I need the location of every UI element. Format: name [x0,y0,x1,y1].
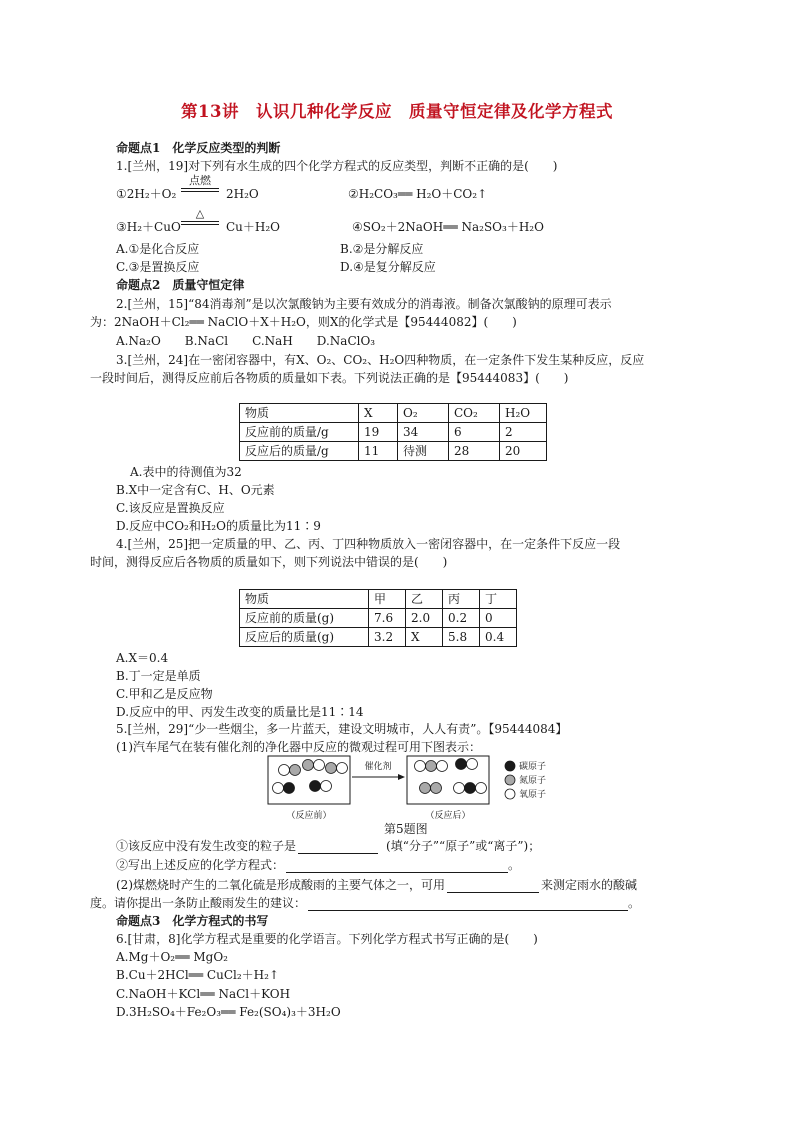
q5-part2-end: 。 [628,896,641,910]
q5-sub1 [116,838,540,854]
q5-sub2-text: ②写出上述反应的化学方程式： [116,858,285,872]
reaction-arrow [352,774,405,780]
q4-option-d: D.反应中的甲、丙发生改变的质量比是11∶14 [116,705,364,719]
after-particles [415,759,487,794]
answer-blank[interactable] [308,897,628,911]
table-row [240,628,517,647]
q5-part2-line1 [116,877,637,893]
q5-sub1-text: ①该反应中没有发生改变的粒子是 [116,839,297,853]
q6-option-c: C.NaOH＋KCl══ NaCl＋KOH [116,987,291,1001]
q5-sub2-end: 。 [508,858,521,872]
q1-option-d: D.④是复分解反应 [340,260,436,274]
q1-stem: 1.[兰州，19]对下列有水生成的四个化学方程式的反应类型，判断不正确的是( ) [116,159,558,173]
q6-stem: 6.[甘肃，8]化学方程式是重要的化学语言。下列化学方程式书写正确的是( ) [116,932,538,946]
table-cell: 0.2 [443,609,480,628]
q5-part2-line2 [90,895,640,911]
table-cell: 物质 [240,404,359,423]
q4-mass-table [239,589,517,647]
table-cell: 物质 [240,590,369,609]
q3-line2: 一段时间后，测得反应前后各物质的质量如下表。下列说法正确的是【95444083】( ) [90,371,569,385]
after-label: （反应后） [425,811,471,821]
q3-option-d: D.反应中CO₂和H₂O的质量比为11∶9 [116,519,321,533]
q1-option-c: C.③是置换反应 [116,260,200,274]
table-cell: X [406,628,443,647]
before-particles [273,760,348,794]
legend [505,761,515,799]
q5-sub2 [116,857,520,873]
answer-blank[interactable] [298,840,378,854]
q5-sub1-hint: (填“分子”“原子”或“离子”)； [386,839,541,853]
q2-line1: 2.[兰州，15]“84消毒剂”是以次氯酸钠为主要有效成分的消毒液。制备次氯酸钠的原理可表示 [116,297,612,311]
table-cell: H₂O [500,404,547,423]
q2-line2: 为：2NaOH＋Cl₂══ NaClO＋X＋H₂O，则X的化学式是【95444082】( ) [90,315,517,329]
table-cell: 乙 [406,590,443,609]
q4-option-c: C.甲和乙是反应物 [116,687,213,701]
q5-stem: 5.[兰州，29]“少一些烟尘，多一片蓝天，建设文明城市，人人有责”。【95444084】 [116,722,568,736]
table-cell: 甲 [369,590,406,609]
q1-eq3-left: ③H₂＋CuO [116,220,181,234]
q1-option-b: B.②是分解反应 [340,242,424,256]
q4-line1: 4.[兰州，25]把一定质量的甲、乙、丙、丁四种物质放入一密闭容器中，在一定条件下反应一段 [116,537,621,551]
condition-label: △ [195,207,205,220]
answer-blank[interactable] [447,879,539,893]
section-heading-3: 命题点3 化学方程式的书写 [116,914,269,928]
table-row [240,590,517,609]
table-row [240,609,517,628]
q3-option-b: B.X中一定含有C、H、O元素 [116,483,275,497]
table-cell: 28 [449,442,500,461]
legend-carbon-label: 碳原子 [519,762,547,772]
table-cell: 0.4 [480,628,517,647]
table-row [240,423,547,442]
q3-option-a: A.表中的待测值为32 [130,465,242,479]
table-cell: O₂ [398,404,449,423]
q2-options: A.Na₂O B.NaCl C.NaH D.NaClO₃ [116,334,376,348]
table-cell: 11 [359,442,398,461]
table-cell: 0 [480,609,517,628]
q5-part2-text-b: 来测定雨水的酸碱 [541,878,638,892]
condition-label: 点燃 [189,174,211,187]
table-row [240,442,547,461]
page-title: 第13讲 认识几种化学反应 质量守恒定律及化学方程式 [181,102,613,121]
q4-option-a: A.X＝0.4 [116,651,169,665]
legend-nitrogen-label: 氮原子 [519,776,547,786]
nitrogen-legend-icon [505,775,515,785]
q1-eq2: ②H₂CO₃══ H₂O＋CO₂↑ [348,187,488,201]
q5-figure-caption: 第5题图 [384,822,428,836]
q1-eq1-right: 2H₂O [226,187,259,201]
q3-mass-table [239,403,547,461]
section-heading-2: 命题点2 质量守恒定律 [116,278,245,292]
table-cell: 5.8 [443,628,480,647]
q3-line1: 3.[兰州，24]在一密闭容器中，有X、O₂、CO₂、H₂O四种物质，在一定条件下发生某种反应，反应 [116,353,645,367]
table-cell: 反应前的质量(g) [240,609,369,628]
equals-sign [181,221,219,225]
q1-eq1-left: ①2H₂＋O₂ [116,187,177,201]
q5-reaction-diagram [260,754,560,826]
table-cell: 7.6 [369,609,406,628]
table-cell: 丁 [480,590,517,609]
oxygen-legend-icon [505,789,515,799]
table-cell: 20 [500,442,547,461]
table-cell: 6 [449,423,500,442]
table-cell: CO₂ [449,404,500,423]
q1-eq3-condition [181,208,219,225]
q6-option-a: A.Mg＋O₂══ MgO₂ [116,950,228,964]
table-cell: 34 [398,423,449,442]
q1-option-a: A.①是化合反应 [116,242,200,256]
q3-option-c: C.该反应是置换反应 [116,501,225,515]
equals-sign [181,188,219,192]
q1-eq1-condition [181,175,219,192]
q4-line2: 时间，测得反应后各物质的质量如下，则下列说法中错误的是( ) [90,555,448,569]
table-cell: 待测 [398,442,449,461]
table-cell: 丙 [443,590,480,609]
q5-part2-text: (2)煤燃烧时产生的二氧化硫是形成酸雨的主要气体之一，可用 [116,878,446,892]
q1-eq4: ④SO₂＋2NaOH══ Na₂SO₃＋H₂O [352,220,544,234]
table-cell: 2.0 [406,609,443,628]
carbon-legend-icon [505,761,515,771]
answer-blank[interactable] [286,859,508,873]
table-cell: 反应前的质量/g [240,423,359,442]
table-row [240,404,547,423]
q1-eq3-right: Cu＋H₂O [226,220,281,234]
q4-option-b: B.丁一定是单质 [116,669,201,683]
section-heading-1: 命题点1 化学反应类型的判断 [116,141,281,155]
table-cell: X [359,404,398,423]
arrow-label: 催化剂 [364,762,392,772]
legend-oxygen-label: 氧原子 [519,790,547,800]
table-cell: 3.2 [369,628,406,647]
q6-option-b: B.Cu＋2HCl══ CuCl₂＋H₂↑ [116,968,279,982]
table-cell: 2 [500,423,547,442]
table-cell: 反应后的质量(g) [240,628,369,647]
q6-option-d: D.3H₂SO₄＋Fe₂O₃══ Fe₂(SO₄)₃＋3H₂O [116,1005,341,1019]
q5-part2-text-c: 度。请你提出一条防止酸雨发生的建议： [90,896,307,910]
table-cell: 反应后的质量/g [240,442,359,461]
q5-part1: (1)汽车尾气在装有催化剂的净化器中反应的微观过程可用下图表示： [116,740,482,754]
before-label: （反应前） [286,811,332,821]
table-cell: 19 [359,423,398,442]
